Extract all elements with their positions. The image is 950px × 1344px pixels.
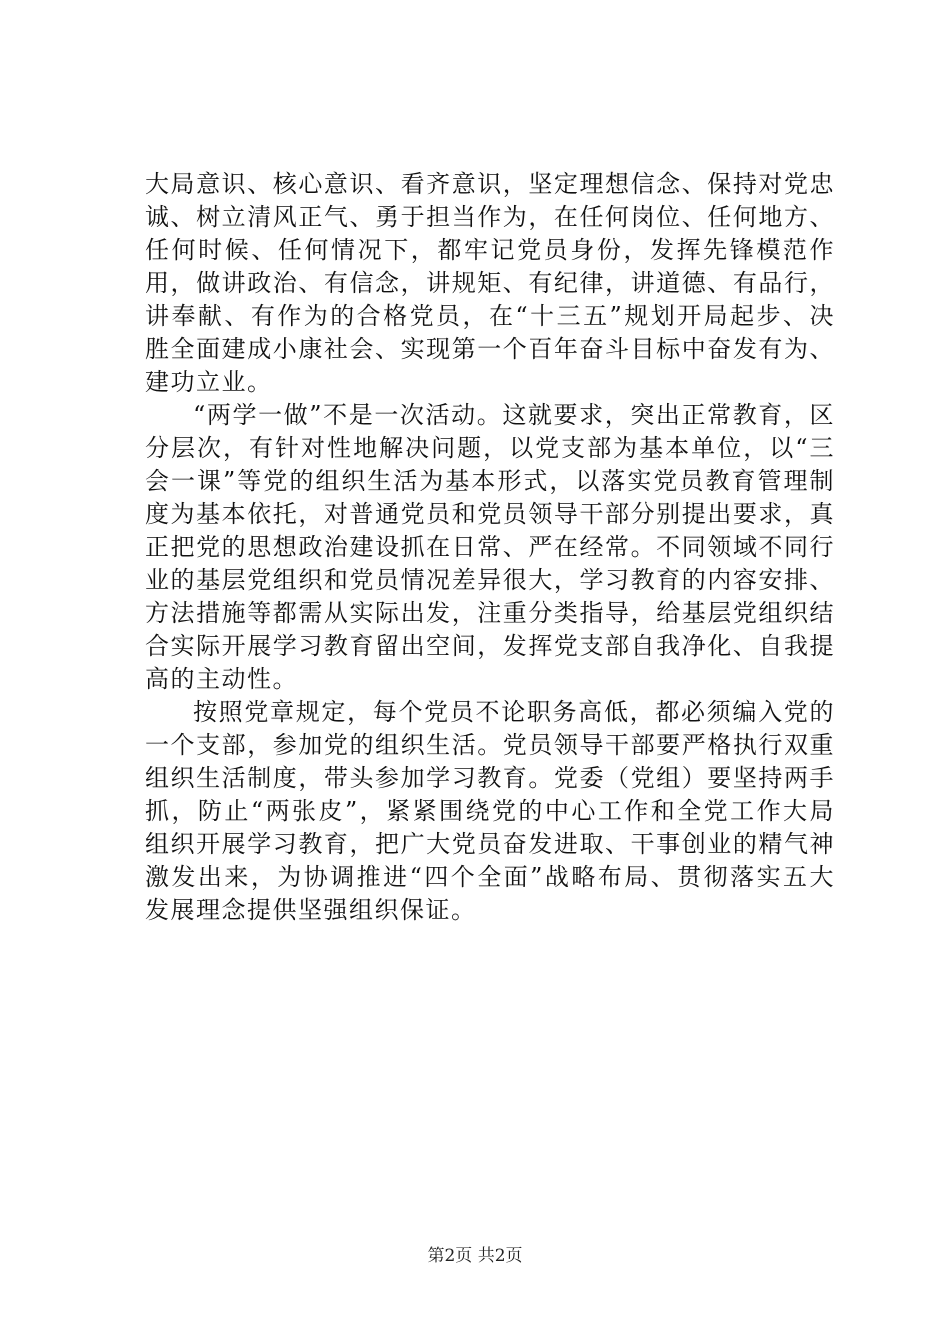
paragraph-2: “两学一做”不是一次活动。这就要求，突出正常教育，区分层次，有针对性地解决问题，以党支部为基本单位，以“三会一课”等党的组织生活为基本形式，以落实党员教育管理制度为基本依托，对普通党员和党员领导干部分别提出要求，真正把党的思想政治建设抓在日常、严在经常。不同领域不同行业的基层党组织和党员情况差异很大，学习教育的内容安排、方法措施等都需从实际出发，注重分类指导，给基层党组织结合实际开展学习教育留出空间，发挥党支部自我净化、自我提高的主动性。	[145, 401, 835, 693]
document-body	[145, 168, 835, 927]
page-footer	[0, 1244, 950, 1268]
paragraph-1: 大局意识、核心意识、看齐意识，坚定理想信念、保持对党忠诚、树立清风正气、勇于担当作为，在任何岗位、任何地方、任何时候、任何情况下，都牢记党员身份，发挥先锋模范作用，做讲政治、有信念，讲规矩、有纪律，讲道德、有品行，讲奉献、有作为的合格党员，在“十三五”规划开局起步、决胜全面建成小康社会、实现第一个百年奋斗目标中奋发有为、建功立业。	[145, 170, 835, 396]
page-number-label: 第2页 共2页	[427, 1246, 523, 1266]
paragraph-3: 按照党章规定，每个党员不论职务高低，都必须编入党的一个支部，参加党的组织生活。党员领导干部要严格执行双重组织生活制度，带头参加学习教育。党委（党组）要坚持两手抓，防止“两张皮”，紧紧围绕党的中心工作和全党工作大局组织开展学习教育，把广大党员奋发进取、干事创业的精气神激发出来，为协调推进“四个全面”战略布局、贯彻落实五大发展理念提供坚强组织保证。	[145, 698, 835, 924]
